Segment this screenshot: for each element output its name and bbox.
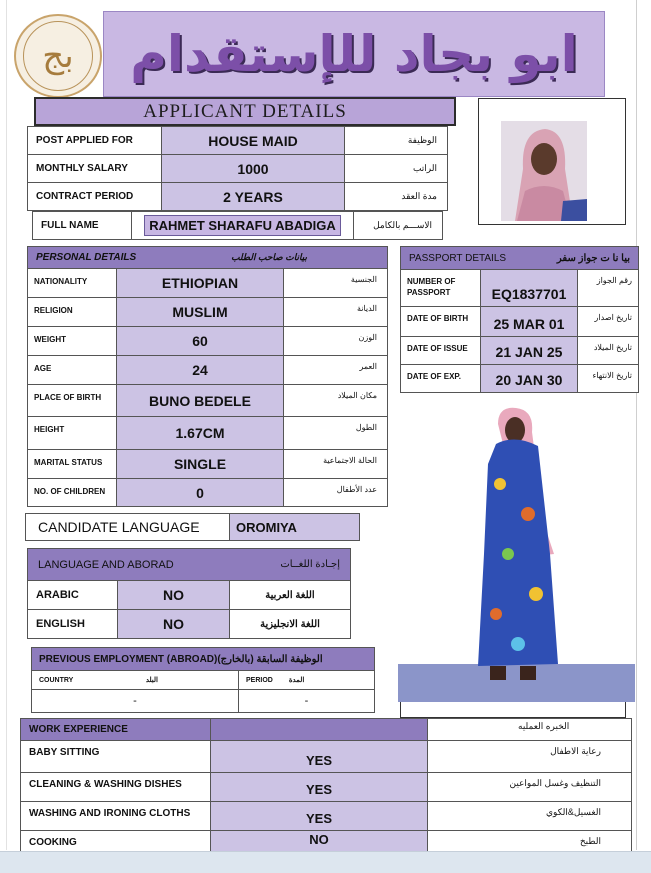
personal-details-title-ar: بيانات صاحب الطلب: [231, 252, 307, 262]
country-label-ar: البلد: [145, 677, 158, 684]
country-header: [31, 670, 239, 690]
work-row-label-ar: الغسيل&الكوي: [427, 801, 632, 831]
language-title-ar: إجـادة اللغــات: [280, 559, 340, 570]
work-row-label: COOKING: [20, 830, 211, 852]
period-label-ar: المدة: [288, 677, 305, 684]
full-name-cell: [131, 211, 354, 240]
country-label: COUNTRY: [39, 676, 74, 684]
personal-row-label: HEIGHT: [27, 416, 117, 450]
passport-row-value: 25 MAR 01: [480, 306, 578, 337]
personal-row-label-ar: الحالة الاجتماعية: [283, 449, 388, 479]
passport-details-title-ar: بيا نا ت جواز سفر: [556, 252, 630, 264]
personal-row-label: WEIGHT: [27, 326, 117, 356]
personal-row-value: 1.67CM: [116, 416, 284, 450]
personal-row-label: MARITAL STATUS: [27, 449, 117, 479]
logo-text: بج: [42, 36, 74, 76]
work-row-label: CLEANING & WASHING DISHES: [20, 772, 211, 802]
passport-row-value: 20 JAN 30: [480, 364, 578, 393]
contract-value: 2 YEARS: [161, 182, 345, 211]
personal-row-label: AGE: [27, 355, 117, 385]
personal-row-label-ar: مكان الميلاد: [283, 384, 388, 417]
applicant-headshot-frame: [478, 98, 626, 225]
salary-value: 1000: [161, 154, 345, 183]
language-row-label-ar: اللغة الانجليزية: [229, 609, 351, 639]
personal-row-label-ar: الجنسية: [283, 268, 388, 298]
personal-row-value: BUNO BEDELE: [116, 384, 284, 417]
work-row-label: BABY SITTING: [20, 740, 211, 773]
work-row-label-ar: الطبخ: [427, 830, 632, 852]
personal-details-title: PERSONAL DETAILS: [36, 252, 137, 263]
agency-banner: [103, 11, 605, 97]
personal-row-label: NO. OF CHILDREN: [27, 478, 117, 507]
passport-row-value: 21 JAN 25: [480, 336, 578, 365]
passport-row-label: NUMBER OF PASSPORT: [400, 269, 481, 307]
salary-label: MONTHLY SALARY: [27, 154, 162, 183]
work-row-value: YES: [210, 801, 428, 831]
page-right-edge: [636, 0, 637, 850]
language-title: LANGUAGE AND ABORAD: [38, 558, 174, 571]
contract-label: CONTRACT PERIOD: [27, 182, 162, 211]
work-row-label: WASHING AND IRONING CLOTHS: [20, 801, 211, 831]
personal-row-label: NATIONALITY: [27, 268, 117, 298]
work-experience-header: WORK EXPERIENCE: [20, 718, 211, 741]
personal-row-label: PLACE OF BIRTH: [27, 384, 117, 417]
language-row-label-ar: اللغة العربية: [229, 580, 351, 610]
agency-logo: [14, 14, 102, 98]
language-row-value: NO: [117, 609, 230, 639]
passport-row-label-ar: رقم الجواز: [577, 269, 639, 307]
personal-row-label-ar: الطول: [283, 416, 388, 450]
post-label-ar: الوظيفة: [344, 126, 448, 155]
full-name-value: RAHMET SHARAFU ABADIGA: [145, 216, 340, 235]
passport-row-label-ar: تاريخ الانتهاء: [577, 364, 639, 393]
personal-row-value: MUSLIM: [116, 297, 284, 327]
candidate-language-label: CANDIDATE LANGUAGE: [25, 513, 230, 541]
personal-row-label-ar: عدد الأطفال: [283, 478, 388, 507]
personal-row-value: 60: [116, 326, 284, 356]
personal-row-label-ar: الديانة: [283, 297, 388, 327]
passport-row-label: DATE OF ISSUE: [400, 336, 481, 365]
post-label: POST APPLIED FOR: [27, 126, 162, 155]
work-row-label-ar: رعاية الاطفال: [427, 740, 632, 773]
passport-row-label-ar: تاريخ الميلاد: [577, 336, 639, 365]
country-value: -: [31, 689, 239, 713]
personal-details-header: [27, 246, 388, 269]
post-value: HOUSE MAID: [161, 126, 345, 155]
previous-employment-header: PREVIOUS EMPLOYMENT (ABROAD)(الوظيفة السابقة (بالخارج: [31, 647, 375, 671]
page-left-edge: [6, 0, 7, 850]
work-experience-header-ar: الخبره العمليه: [427, 718, 632, 741]
language-row-value: NO: [117, 580, 230, 610]
work-row-value: YES: [210, 772, 428, 802]
personal-row-value: 0: [116, 478, 284, 507]
passport-details-header: [400, 246, 639, 270]
logo-emblem: [23, 21, 93, 91]
period-value: -: [238, 689, 375, 713]
salary-label-ar: الراتب: [344, 154, 448, 183]
work-experience-header-mid: [210, 718, 428, 741]
applicant-details-title: APPLICANT DETAILS: [34, 97, 456, 126]
personal-row-label-ar: الوزن: [283, 326, 388, 356]
personal-row-value: SINGLE: [116, 449, 284, 479]
period-label: PERIOD: [246, 676, 273, 684]
work-row-value: NO: [210, 830, 428, 852]
contract-label-ar: مدة العقد: [344, 182, 448, 211]
personal-row-value: 24: [116, 355, 284, 385]
period-header: [238, 670, 375, 690]
applicant-headshot: [501, 121, 587, 221]
taskbar-strip: [0, 851, 651, 873]
candidate-language-value: OROMIYA: [229, 513, 360, 541]
agency-name: ابو بجاد للإستقدام: [130, 25, 578, 83]
passport-details-title: PASSPORT DETAILS: [409, 252, 507, 264]
passport-row-label: DATE OF BIRTH: [400, 306, 481, 337]
personal-row-value: ETHIOPIAN: [116, 268, 284, 298]
full-name-label-ar: الاســـم بالكامل: [353, 211, 443, 240]
language-row-label: ARABIC: [27, 580, 118, 610]
full-name-label: FULL NAME: [32, 211, 132, 240]
passport-row-label-ar: تاريخ اصدار: [577, 306, 639, 337]
personal-row-label: RELIGION: [27, 297, 117, 327]
work-row-value: YES: [210, 740, 428, 773]
language-header: [27, 548, 351, 581]
personal-row-label-ar: العمر: [283, 355, 388, 385]
applicant-full-photo: [398, 400, 635, 718]
passport-row-label: DATE OF EXP.: [400, 364, 481, 393]
language-row-label: ENGLISH: [27, 609, 118, 639]
work-row-label-ar: التنظيف وغسل المواعين: [427, 772, 632, 802]
photo-frame-bottom: [400, 702, 626, 718]
passport-row-value: EQ1837701: [480, 269, 578, 307]
